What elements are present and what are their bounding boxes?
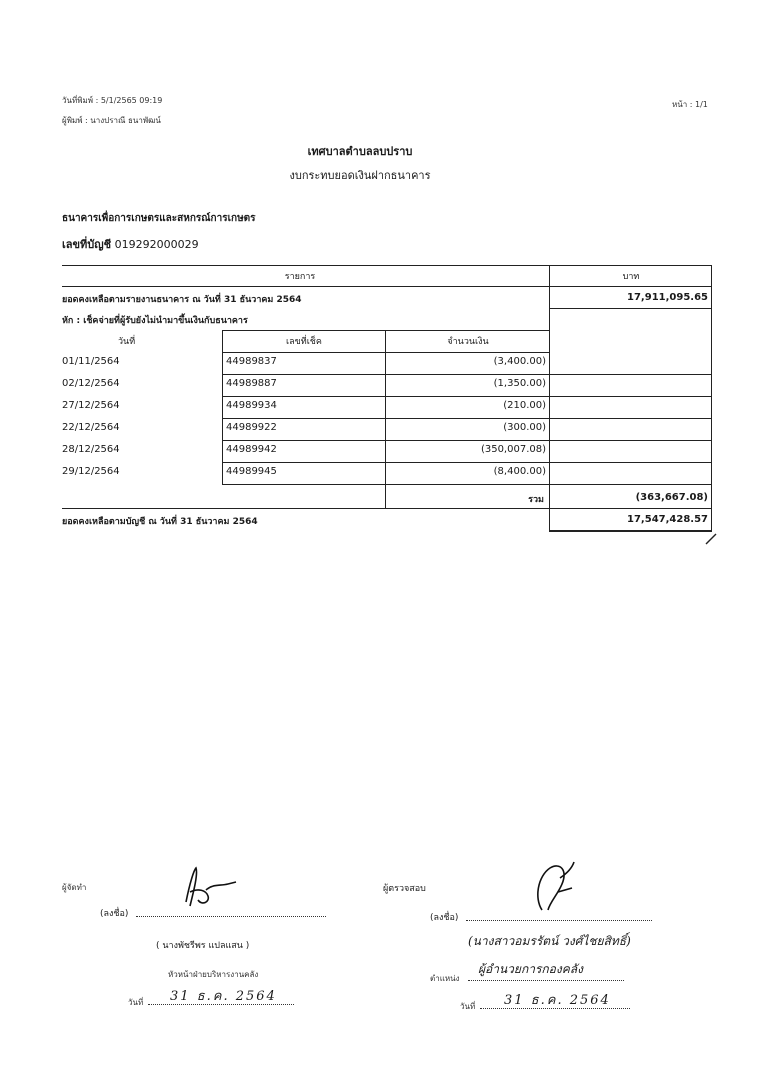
print-date: วันที่พิมพ์ : 5/1/2565 09:19 <box>62 96 163 105</box>
row-cheque: 44989837 <box>226 356 277 367</box>
preparer-date-value: 31 ธ.ค. 2564 <box>170 989 277 1004</box>
account-number: 019292000029 <box>114 238 199 251</box>
account-label: เลขที่บัญชี <box>62 238 112 251</box>
row-date: 01/11/2564 <box>62 356 120 367</box>
document-title: เทศบาลตำบลลบปราบ <box>307 145 413 158</box>
row-date: 22/12/2564 <box>62 422 120 433</box>
row-cheque: 44989945 <box>226 466 277 477</box>
row-amount: (1,350.00) <box>493 378 546 389</box>
preparer-role: ผู้จัดทำ <box>62 883 87 892</box>
row-cheque: 44989887 <box>226 378 277 389</box>
row-amount: (8,400.00) <box>493 466 546 477</box>
less-label: หัก : เช็คจ่ายที่ผู้รับยังไม่นำมาขึ้นเงินกับธนาคาร <box>62 316 248 326</box>
col-item-header: รายการ <box>284 272 316 282</box>
row-cheque: 44989922 <box>226 422 277 433</box>
document-subtitle: งบกระทบยอดเงินฝากธนาคาร <box>289 169 431 182</box>
printed-by: ผู้พิมพ์ : นางปราณี ธนาพัฒน์ <box>62 116 161 125</box>
preparer-sign-label: (ลงชื่อ) <box>100 909 129 919</box>
preparer-signature-mark <box>176 862 246 914</box>
reviewer-date-value: 31 ธ.ค. 2564 <box>504 993 611 1008</box>
row-date: 28/12/2564 <box>62 444 120 455</box>
reviewer-position-label: ตำแหน่ง <box>430 974 460 983</box>
total-value: (363,667.08) <box>635 492 708 503</box>
balance-bank-label: ยอดคงเหลือตามรายงานธนาคาร ณ วันที่ 31 ธันวาคม 2564 <box>62 295 302 305</box>
sub-col-amount: จำนวนเงิน <box>447 337 489 347</box>
balance-book-label: ยอดคงเหลือตามบัญชี ณ วันที่ 31 ธันวาคม 2564 <box>62 517 258 527</box>
row-date: 02/12/2564 <box>62 378 120 389</box>
reviewer-signature-mark <box>530 858 580 916</box>
reviewer-sign-label: (ลงชื่อ) <box>430 913 459 923</box>
row-cheque: 44989942 <box>226 444 277 455</box>
reviewer-role: ผู้ตรวจสอบ <box>383 884 426 894</box>
row-amount: (3,400.00) <box>493 356 546 367</box>
balance-bank-value: 17,911,095.65 <box>627 292 708 303</box>
preparer-date-label: วันที่ <box>128 998 144 1007</box>
row-date: 27/12/2564 <box>62 400 120 411</box>
sub-col-date: วันที่ <box>118 337 136 347</box>
row-date: 29/12/2564 <box>62 466 120 477</box>
balance-book-value: 17,547,428.57 <box>627 514 708 525</box>
row-cheque: 44989934 <box>226 400 277 411</box>
col-baht-header: บาท <box>622 272 640 282</box>
total-label: รวม <box>528 495 544 505</box>
row-amount: (210.00) <box>503 400 546 411</box>
bank-name: ธนาคารเพื่อการเกษตรและสหกรณ์การเกษตร <box>62 213 256 224</box>
row-amount: (300.00) <box>503 422 546 433</box>
preparer-name: ( นางพัชรีพร แปลแสน ) <box>156 941 250 951</box>
row-amount: (350,007.08) <box>480 444 546 455</box>
pen-stroke-mark <box>704 532 718 546</box>
reviewer-date-label: วันที่ <box>460 1002 476 1011</box>
sub-col-cheque: เลขที่เช็ค <box>286 337 322 347</box>
reviewer-name: (นางสาวอมรรัตน์ วงศ์ไชยสิทธิ์) <box>468 934 631 948</box>
page-number: หน้า : 1/1 <box>672 100 708 109</box>
reviewer-position: ผู้อำนวยการกองคลัง <box>478 962 583 976</box>
preparer-position: หัวหน้าฝ่ายบริหารงานคลัง <box>168 970 259 979</box>
account-line <box>62 235 199 253</box>
